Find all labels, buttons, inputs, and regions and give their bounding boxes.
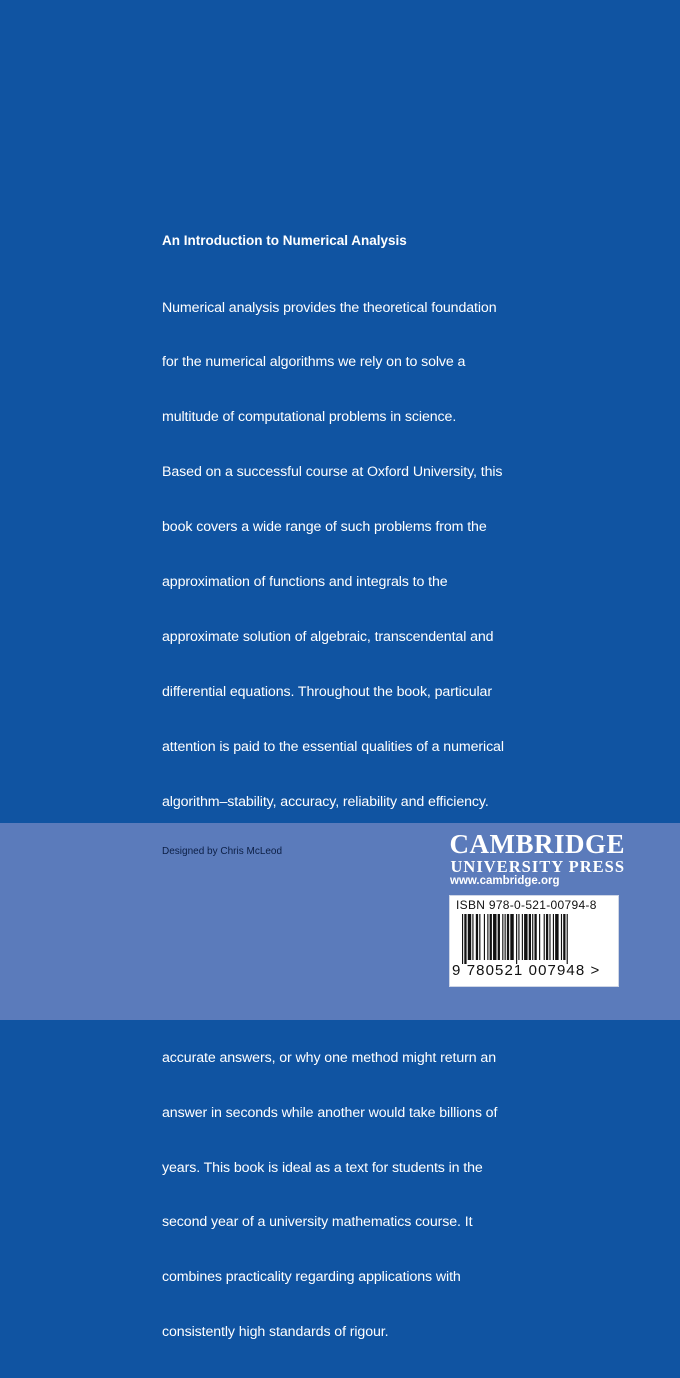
barcode-bar (549, 914, 550, 960)
designer-credit: Designed by Chris McLeod (162, 846, 282, 857)
blurb-paragraph-1 (162, 262, 542, 848)
barcode-bar (464, 914, 466, 964)
blurb-line: combines practicality regarding applications with (162, 1268, 542, 1286)
blurb-title: An Introduction to Numerical Analysis (162, 232, 542, 250)
barcode-bar (462, 914, 463, 964)
blurb-line: answer in seconds while another would take billions of (162, 1104, 542, 1122)
barcode-bar (544, 914, 545, 960)
barcode-bar (518, 914, 519, 960)
barcode-bar (476, 914, 478, 960)
blurb-line: book covers a wide range of such problems from the (162, 518, 542, 536)
barcode-bar (468, 914, 471, 960)
barcode-bar (524, 914, 527, 960)
barcode-bar (567, 914, 568, 964)
barcode-icon (456, 914, 614, 964)
blurb-line: second year of a university mathematics course. It (162, 1213, 542, 1231)
publisher-logo (440, 830, 625, 876)
barcode-bar (507, 914, 509, 960)
barcode-bar (510, 914, 513, 960)
barcode-bar (534, 914, 536, 960)
barcode-bar (479, 914, 480, 960)
publisher-name: CAMBRIDGE (440, 830, 625, 858)
barcode-bar (561, 914, 562, 960)
barcode-panel (449, 895, 619, 987)
blurb-line: Numerical analysis provides the theoretical foundation (162, 299, 542, 317)
blurb-line: algorithm–stability, accuracy, reliability and efficiency. (162, 793, 542, 811)
barcode-bar (487, 914, 488, 960)
publisher-url: www.cambridge.org (450, 875, 559, 887)
back-cover-blurb (162, 232, 542, 1378)
blurb-line: attention is paid to the essential qualities of a numerical (162, 738, 542, 756)
barcode-digits: 9 780521 007948 > (452, 962, 600, 979)
barcode-bar (539, 914, 540, 960)
blurb-line: differential equations. Throughout the book, particular (162, 683, 542, 701)
isbn-label: ISBN 978-0-521-00794-8 (456, 898, 597, 912)
barcode-bar (532, 914, 533, 960)
barcode-bar (553, 914, 554, 960)
barcode-bar (563, 914, 565, 960)
blurb-line: approximation of functions and integrals to the (162, 573, 542, 591)
barcode-bar (498, 914, 500, 960)
barcode-bar (555, 914, 558, 960)
barcode-bar (484, 914, 485, 960)
blurb-line: years. This book is ideal as a text for students in the (162, 1159, 542, 1177)
barcode-bar (502, 914, 503, 960)
barcode-bar (490, 914, 492, 960)
publisher-subtitle: UNIVERSITY PRESS (440, 858, 625, 876)
blurb-line: consistently high standards of rigour. (162, 1323, 542, 1341)
barcode-bar (505, 914, 506, 960)
barcode-bar (493, 914, 496, 960)
barcode-bar (522, 914, 523, 960)
blurb-line: for the numerical algorithms we rely on to solve a (162, 353, 542, 371)
barcode-bar (472, 914, 473, 960)
barcode-bar (529, 914, 531, 960)
blurb-line: approximate solution of algebraic, transcendental and (162, 628, 542, 646)
barcode-bar (516, 914, 517, 964)
blurb-line: multitude of computational problems in science. (162, 408, 542, 426)
blurb-line: Based on a successful course at Oxford University, this (162, 463, 542, 481)
blurb-line: accurate answers, or why one method might return an (162, 1049, 542, 1067)
barcode-bar (546, 914, 548, 960)
